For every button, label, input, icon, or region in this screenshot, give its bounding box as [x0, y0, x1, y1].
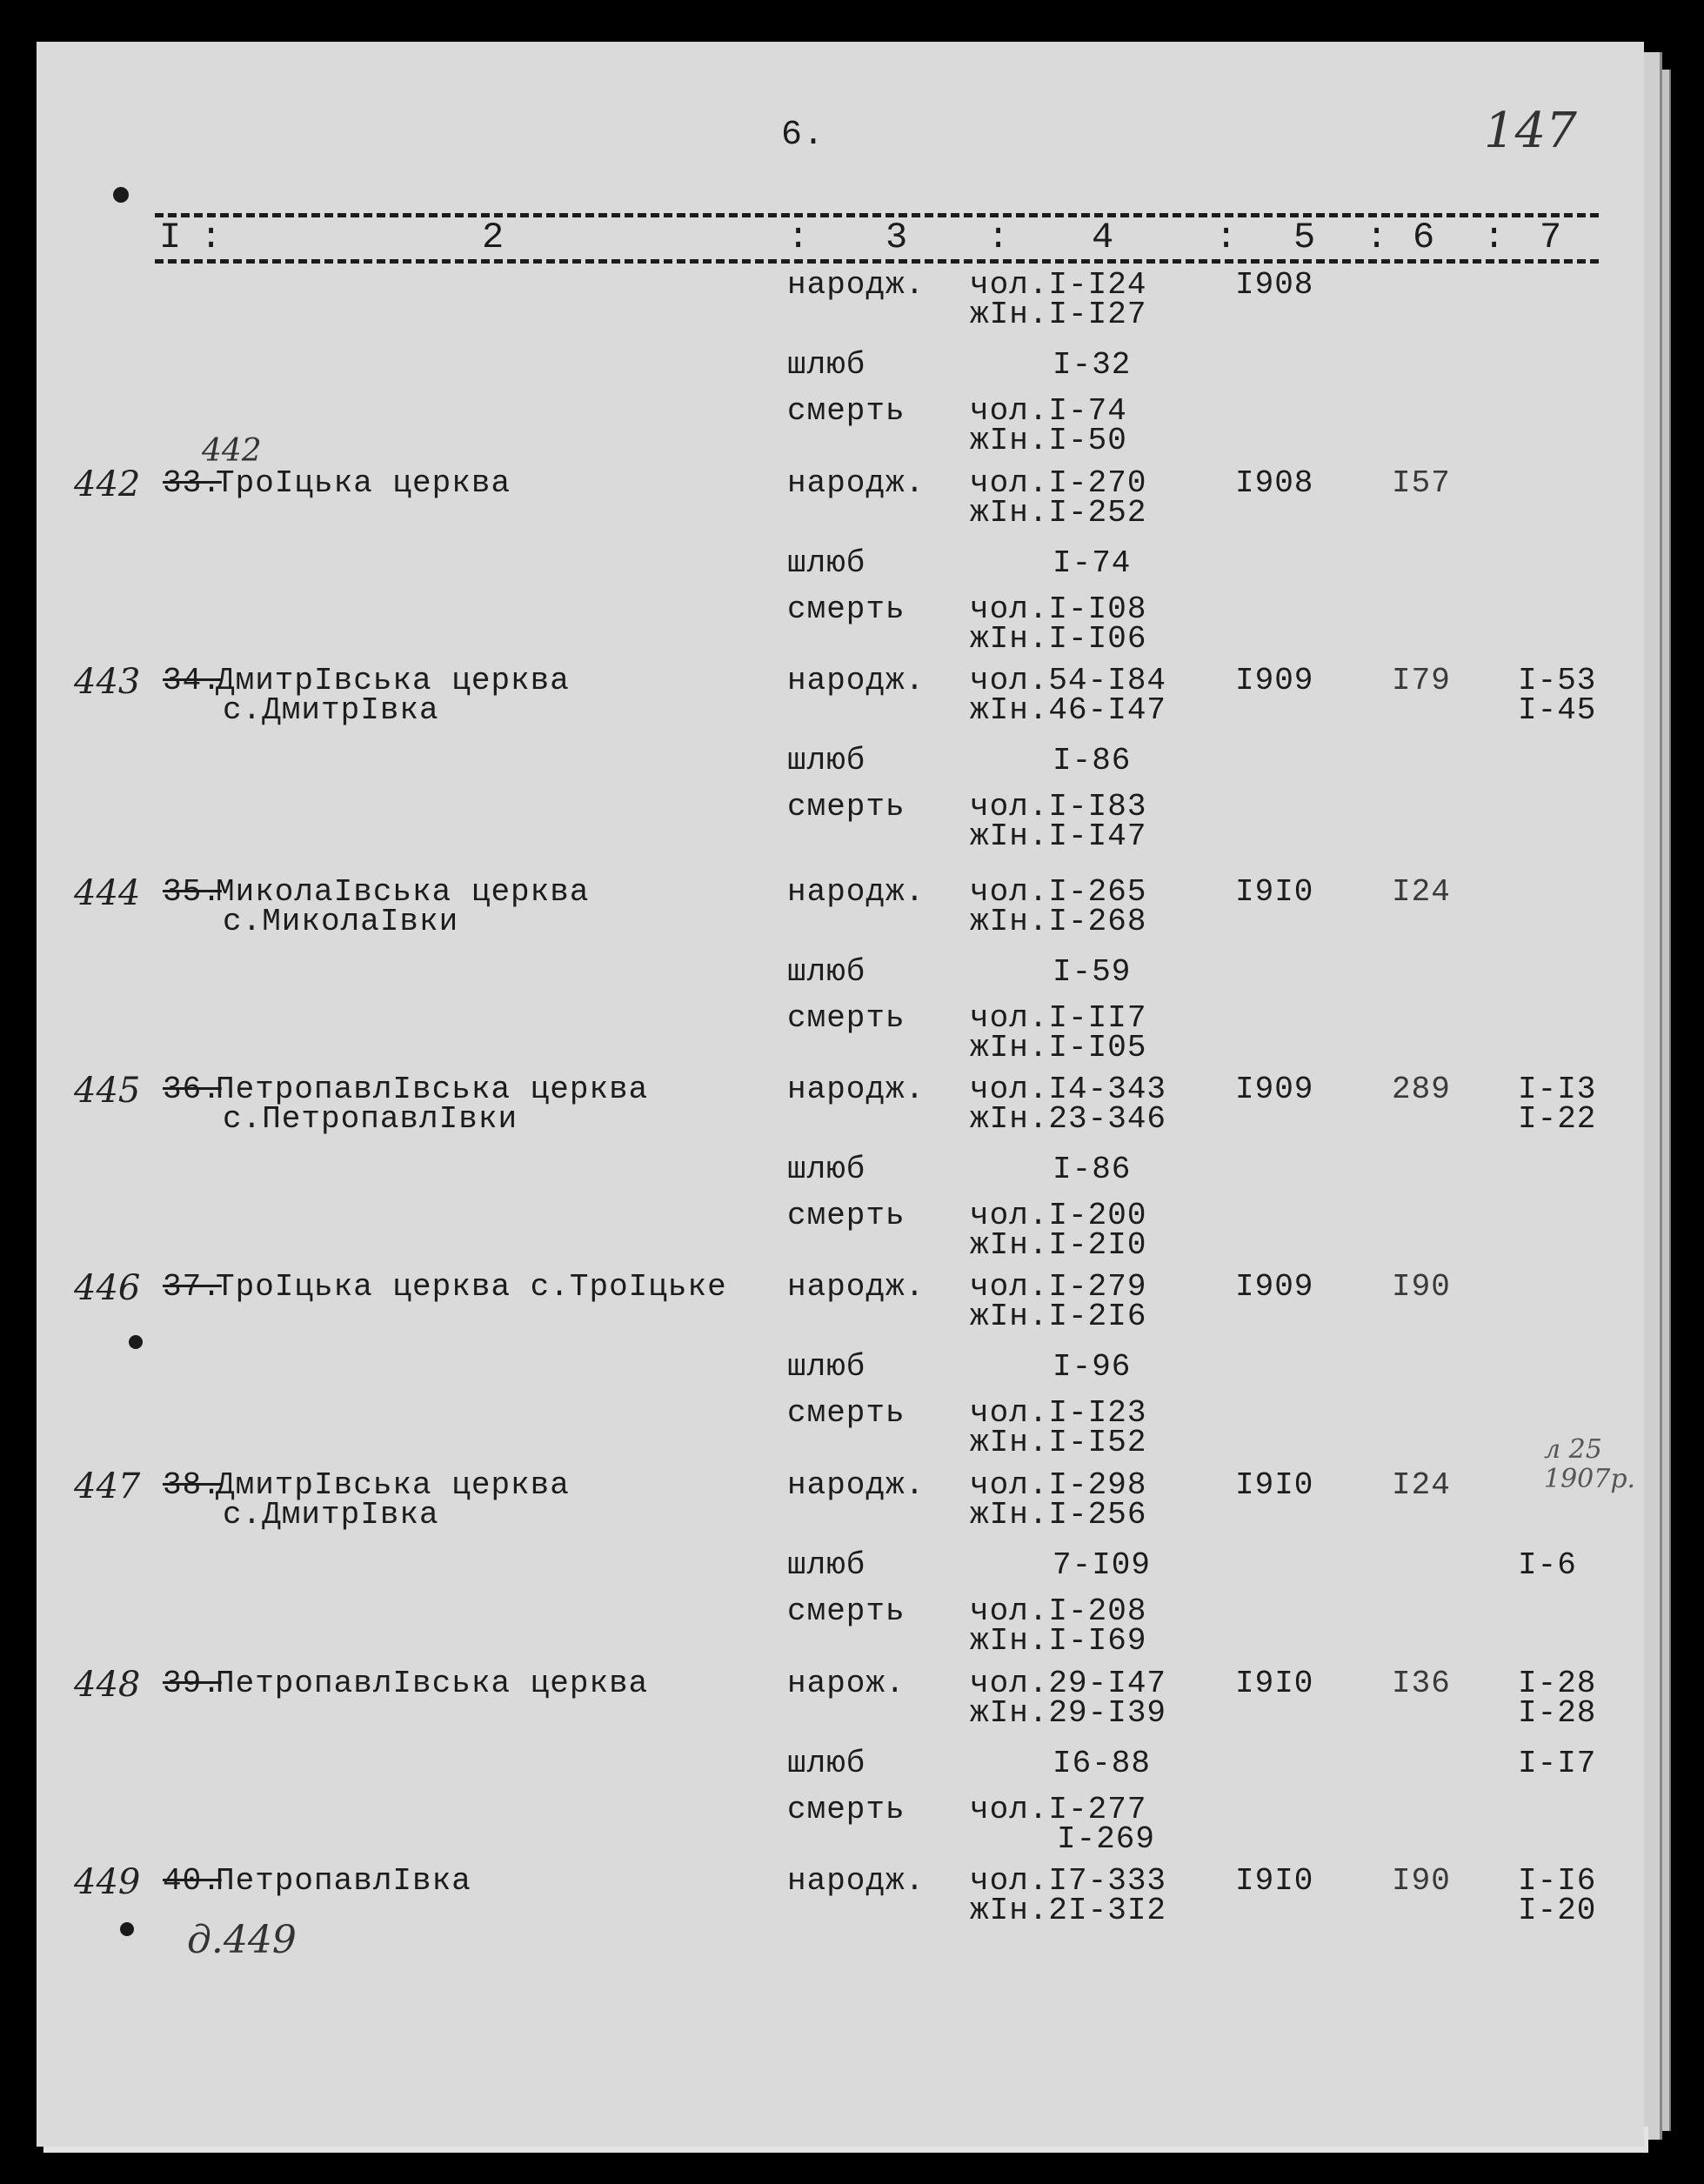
col7-value: I-45	[1518, 692, 1597, 728]
entry-value: чол.I-298	[970, 1467, 1147, 1503]
column-header-5: 5	[1293, 217, 1317, 258]
entry-value: жIн.I-50	[970, 423, 1127, 458]
header-rule-bottom	[155, 259, 1599, 264]
entry-value: жIн.46-I47	[970, 692, 1167, 728]
entry-type: смерть	[787, 393, 905, 429]
entry-value: жIн.I-I05	[970, 1030, 1147, 1065]
column-header-4: 4	[1092, 217, 1115, 258]
folio-number: 147	[1484, 103, 1577, 159]
column-separator: :	[200, 217, 224, 258]
column-header-1: I	[159, 217, 183, 258]
village-name: с.ДмитрIвка	[223, 692, 439, 728]
entry-value: жIн.I-I69	[970, 1623, 1147, 1659]
entry-value: чол.I-279	[970, 1269, 1147, 1305]
column-header-2: 2	[482, 217, 505, 258]
entry-value: жIн.29-I39	[970, 1695, 1167, 1731]
entry-value: чол.I7-333	[970, 1863, 1167, 1899]
column-separator: :	[1483, 217, 1507, 258]
church-name: ДмитрIвська церква	[216, 663, 570, 698]
entry-type: народж.	[787, 874, 926, 910]
entry-year: I9I0	[1235, 1863, 1314, 1899]
entry-year: I9I0	[1235, 1467, 1314, 1503]
page-number: 6.	[781, 116, 825, 155]
old-number: 35.	[163, 874, 222, 910]
col7-value: I-28	[1518, 1666, 1597, 1701]
church-name: ПетропавлIвка	[216, 1863, 471, 1899]
entry-value: жIн.I-252	[970, 495, 1147, 531]
entry-type: шлюб	[787, 1746, 866, 1781]
entry-year: I9I0	[1235, 874, 1314, 910]
entry-value: жIн.I-2I0	[970, 1227, 1147, 1263]
column-separator: :	[1366, 217, 1389, 258]
count-col6: I24	[1392, 1467, 1451, 1503]
church-name: ДмитрIвська церква	[216, 1467, 570, 1503]
entry-value: чол.I-I83	[970, 789, 1147, 825]
entry-year: I909	[1235, 1269, 1314, 1305]
col7-value: I-20	[1518, 1893, 1597, 1928]
count-col6: I90	[1392, 1863, 1451, 1899]
handwritten-number: 445	[74, 1071, 141, 1111]
entry-type: смерть	[787, 1593, 905, 1629]
old-number: 38.	[163, 1467, 222, 1503]
entry-type: шлюб	[787, 1152, 866, 1187]
entry-type: смерть	[787, 1198, 905, 1233]
column-header-7: 7	[1540, 217, 1563, 258]
count-col6: 289	[1392, 1072, 1451, 1107]
old-number: 37.	[163, 1269, 222, 1305]
entry-value: I-96	[1052, 1349, 1132, 1385]
entry-value: жIн.I-268	[970, 904, 1147, 939]
village-name: с.МиколаIвки	[223, 904, 459, 939]
entry-value: 7-I09	[1052, 1547, 1152, 1583]
entry-value: чол.I-II7	[970, 1000, 1147, 1036]
church-name: ТроIцька церква с.ТроIцьке	[216, 1269, 727, 1305]
entry-value: чол.I-I08	[970, 591, 1147, 627]
entry-type: нарож.	[787, 1666, 905, 1701]
handwritten-number: 449	[74, 1862, 141, 1902]
column-header-3: 3	[885, 217, 909, 258]
punch-hole	[120, 1922, 134, 1936]
bottom-note: д.449	[187, 1918, 297, 1962]
margin-note: л 25 1907р.	[1544, 1434, 1636, 1494]
entry-value: чол.I-I24	[970, 267, 1147, 303]
entry-type: народж.	[787, 1269, 926, 1305]
column-separator: :	[1215, 217, 1239, 258]
column-separator: :	[787, 217, 811, 258]
col7-value: I-6	[1518, 1547, 1577, 1583]
entry-type: шлюб	[787, 1349, 866, 1385]
col7-value: I-53	[1518, 663, 1597, 698]
count-col6: I90	[1392, 1269, 1451, 1305]
entry-type: народж.	[787, 465, 926, 501]
handwritten-number: 446	[74, 1268, 141, 1308]
entry-value: жIн.I-2I6	[970, 1299, 1147, 1334]
entry-year: I9I0	[1235, 1666, 1314, 1701]
handwritten-number-above: 442	[202, 433, 262, 469]
handwritten-number: 443	[74, 662, 141, 702]
village-name: с.ДмитрIвка	[223, 1497, 439, 1533]
entry-value: I-74	[1052, 545, 1132, 581]
old-number: 36.	[163, 1072, 222, 1107]
col7-value: I-I7	[1518, 1746, 1597, 1781]
entry-year: I909	[1235, 1072, 1314, 1107]
entry-type: шлюб	[787, 347, 866, 383]
entry-value: чол.I-270	[970, 465, 1147, 501]
entry-value: жIн.I-I06	[970, 621, 1147, 657]
village-name: с.ПетропавлIвки	[223, 1101, 518, 1137]
church-name: ПетропавлIвська церква	[216, 1666, 649, 1701]
entry-value: I-32	[1052, 347, 1132, 383]
church-name: МиколаIвська церква	[216, 874, 590, 910]
col7-value: I-28	[1518, 1695, 1597, 1731]
entry-value: I-59	[1052, 954, 1132, 990]
entry-value: чол.I-277	[970, 1792, 1147, 1827]
entry-type: смерть	[787, 1000, 905, 1036]
entry-value: I-269	[1057, 1821, 1156, 1857]
entry-value: чол.I-I23	[970, 1395, 1147, 1431]
entry-type: смерть	[787, 1395, 905, 1431]
entry-value: чол.I-208	[970, 1593, 1147, 1629]
entry-year: I909	[1235, 663, 1314, 698]
entry-type: народж.	[787, 1863, 926, 1899]
entry-type: шлюб	[787, 545, 866, 581]
handwritten-number: 447	[74, 1466, 141, 1506]
entry-value: жIн.I-256	[970, 1497, 1147, 1533]
col7-value: I-I6	[1518, 1863, 1597, 1899]
entry-value: I-86	[1052, 1152, 1132, 1187]
count-col6: I24	[1392, 874, 1451, 910]
entry-type: народж.	[787, 267, 926, 303]
col7-value: I-I3	[1518, 1072, 1597, 1107]
entry-value: чол.I-74	[970, 393, 1127, 429]
entry-value: жIн.2I-3I2	[970, 1893, 1167, 1928]
entry-year: I908	[1235, 465, 1314, 501]
entry-type: шлюб	[787, 743, 866, 778]
entry-type: смерть	[787, 591, 905, 627]
punch-hole	[113, 187, 129, 203]
handwritten-number: 444	[74, 873, 141, 913]
entry-value: I-86	[1052, 743, 1132, 778]
col7-value: I-22	[1518, 1101, 1597, 1137]
entry-value: I6-88	[1052, 1746, 1152, 1781]
entry-value: чол.I4-343	[970, 1072, 1167, 1107]
entry-value: чол.I-200	[970, 1198, 1147, 1233]
entry-value: жIн.23-346	[970, 1101, 1167, 1137]
handwritten-number: 442	[74, 464, 141, 504]
entry-type: смерть	[787, 1792, 905, 1827]
entry-value: жIн.I-I27	[970, 297, 1147, 332]
old-number: 39.	[163, 1666, 222, 1701]
entry-type: шлюб	[787, 954, 866, 990]
entry-value: чол.I-265	[970, 874, 1147, 910]
entry-value: жIн.I-I47	[970, 818, 1147, 854]
church-name: ТроIцька церква	[216, 465, 511, 501]
count-col6: I79	[1392, 663, 1451, 698]
punch-hole	[129, 1335, 143, 1349]
entry-year: I908	[1235, 267, 1314, 303]
column-separator: :	[987, 217, 1011, 258]
old-number: 40.	[163, 1863, 222, 1899]
entry-type: народж.	[787, 663, 926, 698]
entry-type: смерть	[787, 789, 905, 825]
old-number: 34.	[163, 663, 222, 698]
entry-type: народж.	[787, 1072, 926, 1107]
entry-value: жIн.I-I52	[970, 1425, 1147, 1460]
entry-type: шлюб	[787, 1547, 866, 1583]
count-col6: I36	[1392, 1666, 1451, 1701]
old-number: 33.	[163, 465, 222, 501]
entry-type: народж.	[787, 1467, 926, 1503]
column-header-6: 6	[1413, 217, 1436, 258]
count-col6: I57	[1392, 465, 1451, 501]
handwritten-number: 448	[74, 1665, 141, 1705]
entry-value: чол.54-I84	[970, 663, 1167, 698]
church-name: ПетропавлIвська церква	[216, 1072, 649, 1107]
entry-value: чол.29-I47	[970, 1666, 1167, 1701]
